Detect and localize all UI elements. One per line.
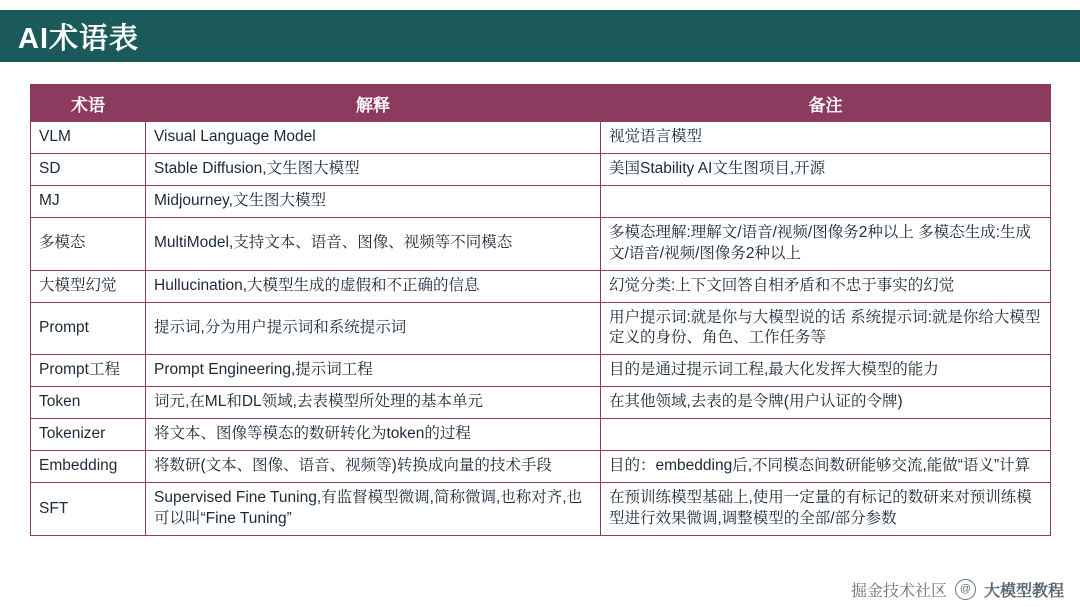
table-row [31,153,1051,185]
cell-note: 用户提示词:就是你与大模型说的话 系统提示词:就是你给大模型定义的身份、角色、工作任务等 [601,302,1051,355]
table-header-row [31,85,1051,122]
cell-note [601,419,1051,451]
cell-term: Token [31,387,146,419]
cell-note: 目的：embedding后,不同模态间数研能够交流,能做“语义”计算 [601,451,1051,483]
cell-explanation: Supervised Fine Tuning,有监督模型微调,简称微调,也称对齐,也可以叫“Fine Tuning” [146,483,601,536]
cell-explanation: 将文本、图像等模态的数研转化为token的过程 [146,419,601,451]
cell-explanation: Hullucination,大模型生成的虚假和不正确的信息 [146,270,601,302]
table-header [31,85,1051,122]
cell-term: Embedding [31,451,146,483]
cell-note: 在预训练模型基础上,使用一定量的有标记的数研来对预训练模型进行效果微调,调整模型的全部/部分参数 [601,483,1051,536]
table-row [31,185,1051,217]
cell-term: Tokenizer [31,419,146,451]
cell-explanation: Stable Diffusion,文生图大模型 [146,153,601,185]
table-row [31,217,1051,270]
cell-term: SD [31,153,146,185]
cell-explanation: 词元,在ML和DL领域,去表模型所处理的基本单元 [146,387,601,419]
watermark-author-label: 大模型教程 [983,583,1064,600]
page-title: AI术语表 [18,22,140,55]
cell-explanation: MultiModel,支持文本、语音、图像、视频等不同模态 [146,217,601,270]
cell-explanation: Prompt Engineering,提示词工程 [146,355,601,387]
cell-note: 多模态理解:理解文/语音/视频/图像务2种以上 多模态生成:生成文/语音/视频/图像务2种以上 [601,217,1051,270]
cell-term: MJ [31,185,146,217]
table-row [31,451,1051,483]
cell-term: VLM [31,122,146,154]
cell-note: 目的是通过提示词工程,最大化发挥大模型的能力 [601,355,1051,387]
cell-note: 在其他领域,去表的是令牌(用户认证的令牌) [601,387,1051,419]
cell-term: SFT [31,483,146,536]
table-row [31,122,1051,154]
glossary-table [30,84,1051,536]
cell-explanation: 将数研(文本、图像、语音、视频等)转换成向量的技术手段 [146,451,601,483]
watermark [851,578,1064,601]
table-body [31,122,1051,536]
at-icon: @ [955,579,976,600]
column-header-note: 备注 [601,85,1051,122]
table-row [31,302,1051,355]
cell-explanation: Midjourney,文生图大模型 [146,185,601,217]
cell-note: 视觉语言模型 [601,122,1051,154]
cell-term: 多模态 [31,217,146,270]
column-header-term: 术语 [31,85,146,122]
table-row [31,387,1051,419]
table-row [31,419,1051,451]
cell-explanation: 提示词,分为用户提示词和系统提示词 [146,302,601,355]
cell-note [601,185,1051,217]
table-row [31,355,1051,387]
cell-term: Prompt工程 [31,355,146,387]
glossary-table-container [30,84,1050,536]
cell-term: Prompt [31,302,146,355]
column-header-explanation: 解释 [146,85,601,122]
table-row [31,270,1051,302]
cell-term: 大模型幻觉 [31,270,146,302]
cell-note: 美国Stability AI文生图项目,开源 [601,153,1051,185]
cell-explanation: Visual Language Model [146,122,601,154]
watermark-source-label: 掘金技术社区 [850,583,947,600]
table-row [31,483,1051,536]
cell-note: 幻觉分类:上下文回答自相矛盾和不忠于事实的幻觉 [601,270,1051,302]
slide-title-bar [0,10,1080,62]
